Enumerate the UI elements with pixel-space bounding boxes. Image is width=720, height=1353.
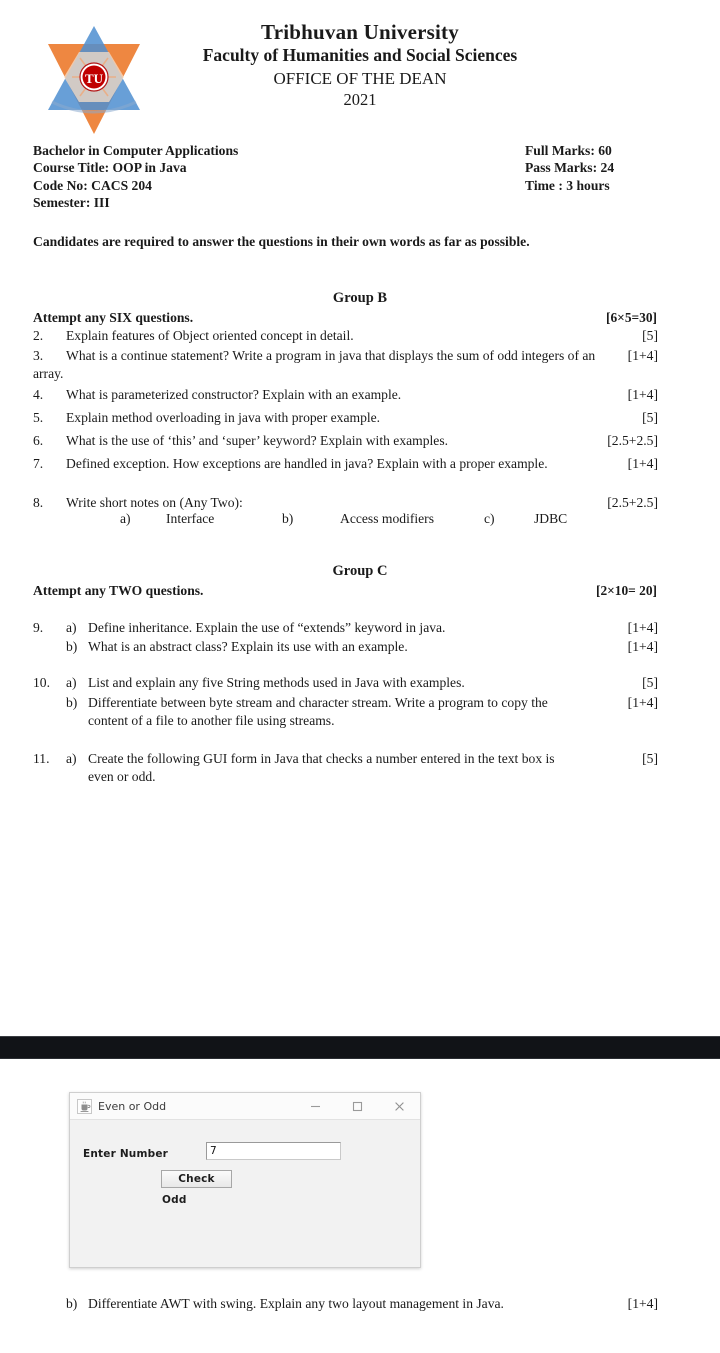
question-part bbox=[66, 619, 688, 637]
question-row bbox=[33, 638, 688, 656]
header-titles bbox=[150, 20, 570, 111]
svg-text:TU: TU bbox=[84, 71, 104, 86]
group-b-attempt-marks: [6×5=30] bbox=[606, 310, 657, 325]
tribhuvan-university-logo-icon bbox=[28, 18, 160, 140]
part-label: b) bbox=[66, 639, 78, 654]
question-8-options bbox=[120, 511, 590, 527]
question-part bbox=[66, 750, 688, 785]
question-marks: [5] bbox=[642, 410, 658, 425]
minimize-icon[interactable] bbox=[294, 1093, 336, 1120]
question-row bbox=[33, 494, 688, 512]
part-text: List and explain any five String methods used in Java with examples. bbox=[88, 675, 465, 690]
exam-header bbox=[0, 0, 720, 140]
question-text: Explain method overloading in java with proper example. bbox=[66, 410, 381, 425]
question-text: Defined exception. How exceptions are handled in java? Explain with a proper example. bbox=[66, 456, 548, 471]
faculty-name: Faculty of Humanities and Social Sciences bbox=[202, 45, 518, 66]
question-marks: [1+4] bbox=[627, 348, 658, 363]
question-marks: [1+4] bbox=[627, 387, 658, 402]
window-title: Even or Odd bbox=[98, 1099, 167, 1113]
even-or-odd-window bbox=[69, 1092, 421, 1268]
question-row bbox=[33, 409, 688, 427]
question-number: 9. bbox=[33, 620, 44, 635]
gui-figure-region bbox=[0, 1059, 720, 1353]
question-row bbox=[33, 386, 688, 404]
question-marks: [5] bbox=[642, 751, 658, 766]
part-text: What is an abstract class? Explain its use with an example. bbox=[88, 639, 408, 654]
question-number: 8. bbox=[33, 495, 44, 510]
exam-year: 2021 bbox=[343, 90, 377, 110]
check-button[interactable]: Check bbox=[161, 1170, 232, 1188]
university-name: Tribhuvan University bbox=[261, 20, 459, 44]
option-label-b: b) bbox=[282, 511, 294, 526]
question-number: 7. bbox=[33, 456, 44, 471]
screenshot-separator-band bbox=[0, 1036, 720, 1059]
part-text: Create the following GUI form in Java that checks a number entered in the text box is even or odd. bbox=[88, 751, 555, 784]
question-row bbox=[33, 1295, 688, 1313]
close-icon[interactable] bbox=[378, 1093, 420, 1120]
group-c-heading: Group C bbox=[332, 563, 388, 579]
course-code: Code No: CACS 204 bbox=[33, 177, 152, 193]
part-label: a) bbox=[66, 675, 77, 690]
office-name: OFFICE OF THE DEAN bbox=[273, 69, 447, 89]
part-text: Differentiate between byte stream and character stream. Write a program to copy the content of a file to another file using streams. bbox=[88, 695, 548, 728]
question-marks: [5] bbox=[642, 328, 658, 343]
course-title: Course Title: OOP in Java bbox=[33, 160, 187, 176]
course-meta-left bbox=[33, 142, 238, 212]
course-meta-right bbox=[525, 142, 614, 194]
question-row bbox=[33, 674, 688, 692]
question-number: 10. bbox=[33, 675, 50, 690]
question-marks: [1+4] bbox=[627, 620, 658, 635]
question-marks: [1+4] bbox=[627, 456, 658, 471]
question-marks: [5] bbox=[642, 675, 658, 690]
question-row bbox=[33, 327, 688, 345]
question-text: Write short notes on (Any Two): bbox=[66, 495, 243, 510]
question-row bbox=[33, 347, 688, 382]
question-number: 3. bbox=[33, 348, 44, 363]
window-controls bbox=[294, 1093, 420, 1120]
option-text-c: JDBC bbox=[534, 511, 568, 526]
question-number: 4. bbox=[33, 387, 44, 402]
java-coffee-cup-icon bbox=[77, 1099, 92, 1114]
option-text-b: Access modifiers bbox=[340, 511, 434, 526]
question-part bbox=[66, 674, 688, 692]
question-marks: [2.5+2.5] bbox=[607, 495, 658, 510]
part-text: Define inheritance. Explain the use of “extends” keyword in java. bbox=[88, 620, 446, 635]
number-input[interactable] bbox=[206, 1142, 341, 1160]
result-label: Odd bbox=[162, 1194, 187, 1206]
window-titlebar[interactable] bbox=[70, 1093, 420, 1120]
question-number: 2. bbox=[33, 328, 44, 343]
question-row bbox=[33, 455, 688, 473]
question-text: What is a continue statement? Write a program in java that displays the sum of odd integers of an array. bbox=[33, 348, 596, 381]
pass-marks: Pass Marks: 24 bbox=[525, 160, 615, 176]
window-content bbox=[70, 1120, 420, 1267]
question-row bbox=[33, 750, 688, 785]
part-label: a) bbox=[66, 620, 77, 635]
question-number: 11. bbox=[33, 751, 50, 766]
exam-time: Time : 3 hours bbox=[525, 177, 610, 193]
option-text-a: Interface bbox=[166, 511, 215, 526]
semester: Semester: III bbox=[33, 195, 110, 211]
question-number: 5. bbox=[33, 410, 44, 425]
question-part bbox=[66, 638, 688, 656]
enter-number-label: Enter Number bbox=[83, 1148, 169, 1160]
course-meta bbox=[0, 140, 720, 212]
maximize-icon[interactable] bbox=[336, 1093, 378, 1120]
question-text: What is the use of ‘this’ and ‘super’ keyword? Explain with examples. bbox=[66, 433, 449, 448]
full-marks: Full Marks: 60 bbox=[525, 143, 612, 158]
question-marks: [1+4] bbox=[627, 695, 658, 710]
option-label-c: c) bbox=[484, 511, 495, 526]
question-number: 6. bbox=[33, 433, 44, 448]
group-b-heading: Group B bbox=[332, 290, 388, 306]
option-label-a: a) bbox=[120, 511, 131, 526]
question-row bbox=[33, 694, 688, 729]
question-marks: [2.5+2.5] bbox=[607, 433, 658, 448]
question-marks: [1+4] bbox=[627, 639, 658, 654]
part-label: a) bbox=[66, 751, 77, 766]
question-row bbox=[33, 619, 688, 637]
part-text: Differentiate AWT with swing. Explain any two layout management in Java. bbox=[88, 1296, 504, 1311]
question-marks: [1+4] bbox=[627, 1296, 658, 1311]
candidate-instruction: Candidates are required to answer the questions in their own words as far as possible. bbox=[33, 234, 530, 249]
program-name: Bachelor in Computer Applications bbox=[33, 143, 239, 158]
part-label: b) bbox=[66, 695, 78, 710]
group-b-attempt-note: Attempt any SIX questions. bbox=[33, 310, 194, 325]
group-c-attempt-note: Attempt any TWO questions. bbox=[33, 583, 204, 598]
group-c-attempt-marks: [2×10= 20] bbox=[595, 583, 657, 598]
question-text: What is parameterized constructor? Explain with an example. bbox=[66, 387, 402, 402]
question-row bbox=[33, 432, 688, 450]
question-text: Explain features of Object oriented concept in detail. bbox=[66, 328, 354, 343]
part-label: b) bbox=[66, 1296, 78, 1311]
question-part bbox=[66, 694, 688, 729]
